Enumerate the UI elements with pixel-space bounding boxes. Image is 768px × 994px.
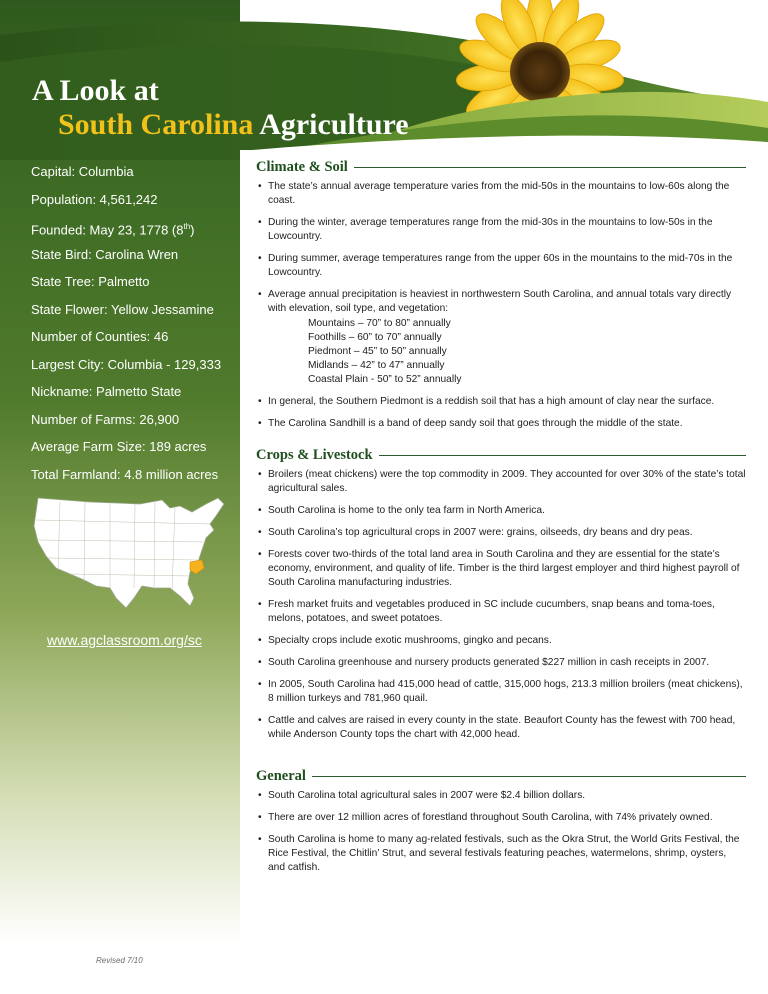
precip-mountains: Mountains – 70” to 80” annually: [308, 318, 451, 329]
list-item: • South Carolina’s top agricultural crops in 2007 were: grains, oilseeds, dry beans and dry peas.: [256, 526, 746, 540]
general-bullets: [256, 789, 746, 875]
list-item: • During summer, average temperatures range from the upper 60s in the mountains to the mid-70s in the Lowcountry.: [256, 252, 746, 280]
fact-capital: Capital: Columbia: [31, 164, 134, 179]
title-state: South Carolina: [58, 108, 254, 141]
precipitation-text: Average annual precipitation is heaviest in northwestern South Carolina, and annual totals vary directly with elevation, soil type, and vegetation:: [268, 289, 732, 314]
list-item: • There are over 12 million acres of forestland throughout South Carolina, with 74% privately owned.: [256, 811, 746, 825]
section-rule: [354, 167, 746, 168]
page-title-line2: [58, 110, 409, 140]
precip-piedmont: Piedmont – 45” to 50” annually: [308, 346, 447, 357]
section-title-climate: Climate & Soil: [256, 158, 348, 175]
south-carolina-highlight: [190, 560, 204, 574]
fact-founded-suffix: th: [183, 222, 191, 231]
list-item: • South Carolina greenhouse and nursery products generated $227 million in cash receipts in 2007.: [256, 656, 746, 670]
fact-farmland: Total Farmland: 4.8 million acres: [31, 466, 219, 482]
fact-largest-city: Largest City: Columbia - 129,333: [31, 356, 222, 372]
crops-bullets: [256, 468, 746, 742]
fact-state-bird: State Bird: Carolina Wren: [31, 246, 179, 262]
list-item: • Fresh market fruits and vegetables produced in SC include cucumbers, snap beans and toma-toes, melons, potatoes, and sweet potatoes.: [256, 598, 746, 626]
list-item: • Broilers (meat chickens) were the top commodity in 2009. They accounted for over 30% of the state’s total agricultural sales.: [256, 468, 746, 496]
precip-coastal-plain: Coastal Plain - 50” to 52” annually: [308, 374, 462, 385]
list-item: • South Carolina is home to the only tea farm in North America.: [256, 504, 746, 518]
section-title-general: General: [256, 767, 306, 784]
revised-date: Revised 7/10: [96, 956, 143, 965]
state-facts-list: [31, 163, 221, 493]
list-item: • Specialty crops include exotic mushrooms, gingko and pecans.: [256, 634, 746, 648]
fact-farms: Number of Farms: 26,900: [31, 411, 180, 427]
section-header-crops: [256, 445, 746, 465]
fact-state-tree: State Tree: Palmetto: [31, 274, 150, 289]
section-header-climate: [256, 157, 746, 177]
list-item: • In 2005, South Carolina had 415,000 head of cattle, 315,000 hogs, 213.3 million broilers (meat chickens), 8 million turkeys and 781,960 quail.: [256, 678, 746, 706]
section-header-general: [256, 766, 746, 786]
list-item: • South Carolina total agricultural sales in 2007 were $2.4 billion dollars.: [256, 789, 746, 803]
list-item: • Forests cover two-thirds of the total land area in South Carolina and they are essential for the state’s economy, environment, and quality of life. Timber is the third largest employer and third highest payroll of South Carolina manufacturing industries.: [256, 548, 746, 590]
list-item-precipitation: [256, 288, 746, 387]
fact-farm-size: Average Farm Size: 189 acres: [31, 439, 207, 454]
list-item: • The Carolina Sandhill is a band of deep sandy soil that goes through the middle of the state.: [256, 417, 746, 431]
page-title-line1: A Look at: [32, 74, 159, 107]
list-item: • In general, the Southern Piedmont is a reddish soil that has a high amount of clay near the surface.: [256, 395, 746, 409]
precip-foothills: Foothills – 60” to 70” annually: [308, 332, 442, 343]
section-rule: [379, 455, 746, 456]
fact-counties: Number of Counties: 46: [31, 329, 169, 344]
fact-state-flower: State Flower: Yellow Jessamine: [31, 301, 214, 317]
list-item: • Cattle and calves are raised in every county in the state. Beaufort County has the fewest with 700 head, while Anderson County tops the chart with 42,000 head.: [256, 714, 746, 742]
precip-midlands: Midlands – 42” to 47” annually: [308, 360, 445, 371]
main-content: [256, 157, 746, 883]
list-item: • The state’s annual average temperature varies from the mid-50s in the mountains to low-60s along the coast.: [256, 180, 746, 208]
fact-founded-text: Founded: May 23, 1778 (8: [31, 222, 184, 238]
fact-nickname: Nickname: Palmetto State: [31, 384, 182, 399]
fact-founded-close: ): [190, 222, 195, 238]
climate-bullets: [256, 180, 746, 431]
website-link[interactable]: www.agclassroom.org/sc: [47, 632, 202, 648]
title-agriculture: Agriculture: [259, 108, 409, 141]
section-title-crops: Crops & Livestock: [256, 446, 373, 463]
list-item: • South Carolina is home to many ag-related festivals, such as the Okra Strut, the World Grits Festival, the Rice Festival, the Chitlin’ Strut, and several festivals featuring peaches, watermelons, shrimp, oysters, and catfish.: [256, 833, 746, 875]
precipitation-sublist: [308, 317, 746, 387]
section-rule: [312, 776, 746, 777]
fact-founded: [31, 218, 221, 246]
list-item: • During the winter, average temperatures range from the mid-30s in the mountains to low-50s in the Lowcountry.: [256, 216, 746, 244]
us-map-icon: [30, 490, 230, 615]
fact-population: Population: 4,561,242: [31, 191, 158, 207]
